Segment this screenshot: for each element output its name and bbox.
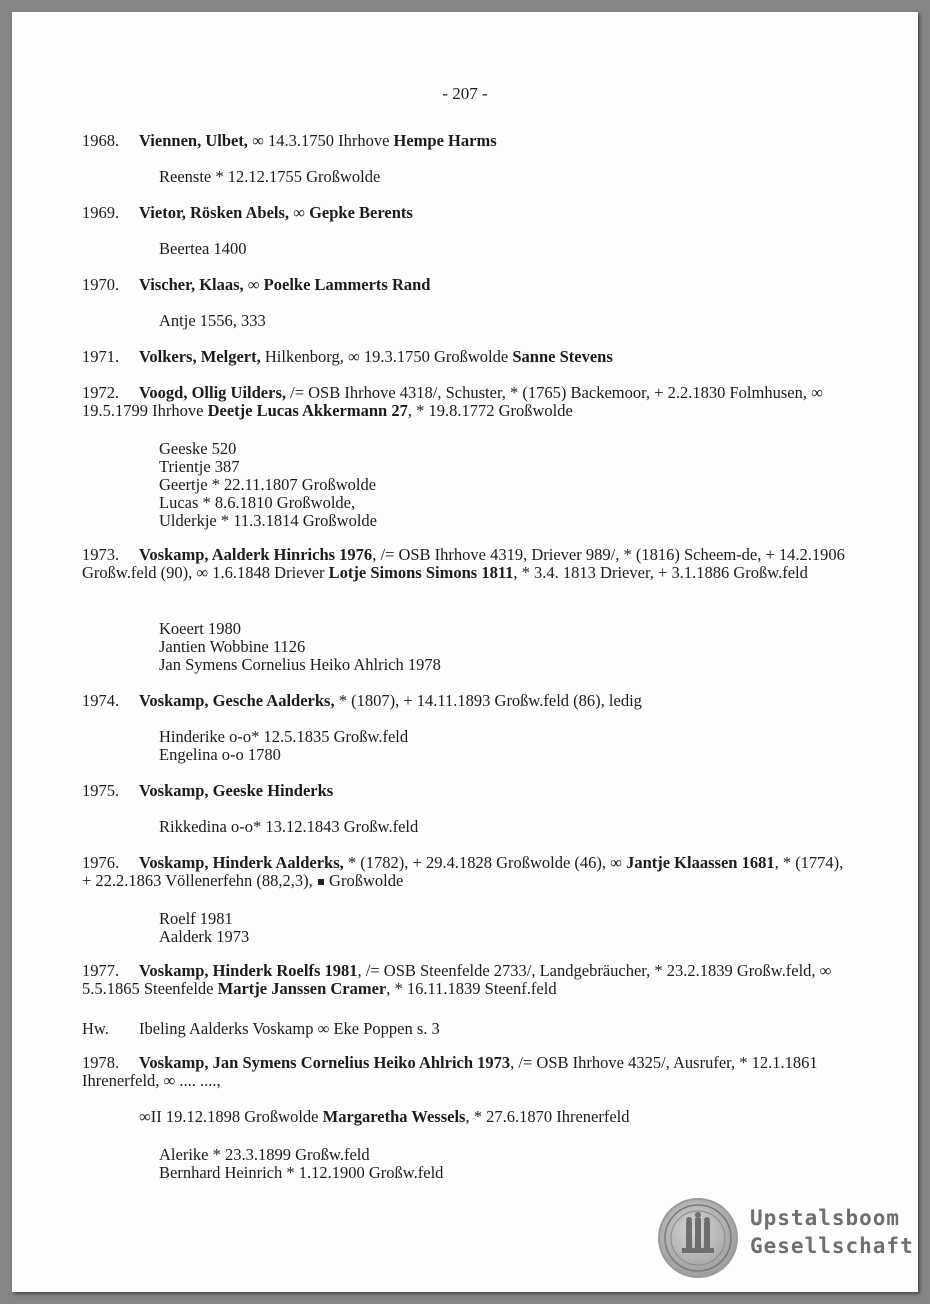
spouse-name: Jantje Klaassen 1681: [626, 853, 775, 872]
entry-1970: [82, 276, 852, 294]
entry-1972: [82, 384, 852, 420]
entry-1973: [82, 546, 852, 582]
burial-square-icon: [318, 879, 324, 885]
entry-1976: [82, 854, 852, 890]
entry-name: Voogd, Ollig Uilders,: [139, 383, 286, 402]
entry-text: , /= OSB Steenfelde 2733/, Landgebräucher, * 23.2.1839 Großw.feld, ∞ 5.5.1865 Steenfelde: [82, 961, 832, 998]
children-1972: [159, 440, 377, 530]
entry-number: 1977.: [82, 961, 120, 980]
entry-number: 1978.: [82, 1053, 120, 1072]
child-line: Ulderkje * 11.3.1814 Großwolde: [159, 511, 377, 530]
child-line: Reenste * 12.12.1755 Großwolde: [159, 167, 381, 186]
entry-text: , /= OSB Ihrhove 4319, Driever 989/, * (1816) Scheem-de, + 14.2.1906 Großw.feld (90), ∞ 1.6.1848 Driever: [82, 545, 845, 582]
entry-number: 1974.: [82, 691, 120, 710]
child-line: Alerike * 23.3.1899 Großw.feld: [159, 1145, 370, 1164]
children-1978: [159, 1146, 443, 1182]
entry-name: Voskamp, Hinderk Roelfs 1981: [139, 961, 358, 980]
child-line: Lucas * 8.6.1810 Großwolde,: [159, 493, 356, 512]
entry-text: , /= OSB Ihrhove 4325/, Ausrufer, * 12.1.1861 Ihrenerfeld, ∞ .... ....,: [82, 1053, 818, 1090]
child-line: Bernhard Heinrich * 1.12.1900 Großw.feld: [159, 1163, 444, 1182]
entry-text: ∞ 14.3.1750 Ihrhove: [247, 131, 394, 150]
spouse-name: Lotje Simons Simons 1811: [328, 563, 514, 582]
entry-number: 1975.: [82, 781, 120, 800]
entry-text: * (1782), + 29.4.1828 Großwolde (46), ∞: [343, 853, 627, 872]
entry-name: Voskamp, Jan Symens Cornelius Heiko Ahlrich 1973: [139, 1053, 511, 1072]
entry-text-tail: , * 16.11.1839 Steenf.feld: [386, 979, 557, 998]
marriage-1978: [139, 1108, 630, 1126]
entry-name: Voskamp, Geeske Hinderks: [139, 781, 334, 800]
spouse-name: Hempe Harms: [393, 131, 497, 150]
child-line: Aalderk 1973: [159, 927, 250, 946]
entry-1971: [82, 348, 852, 366]
entry-1974: [82, 692, 852, 710]
children-1974: [159, 728, 408, 764]
entry-name: Vischer, Klaas,: [139, 275, 244, 294]
entry-number: 1972.: [82, 383, 120, 402]
child-line: Koeert 1980: [159, 619, 242, 638]
children-1968: [159, 168, 380, 186]
child-line: Engelina o-o 1780: [159, 745, 281, 764]
spouse-name: Poelke Lammerts Rand: [263, 275, 431, 294]
entry-1978: [82, 1054, 852, 1090]
entry-number: Hw.: [82, 1019, 109, 1038]
page-frame: [12, 12, 918, 1292]
entry-number: 1968.: [82, 131, 120, 150]
children-1976: [159, 910, 249, 946]
logo-text-line2: Gesellschaft: [750, 1234, 914, 1258]
entry-name: Voskamp, Gesche Aalderks,: [139, 691, 335, 710]
child-line: Jan Symens Cornelius Heiko Ahlrich 1978: [159, 655, 441, 674]
entry-1977: [82, 962, 852, 998]
entry-text: /= OSB Ihrhove 4318/, Schuster, * (1765) Backemoor, + 2.2.1830 Folmhusen, ∞ 19.5.1799 Ihrhove: [82, 383, 823, 420]
entry-number: 1971.: [82, 347, 120, 366]
children-1975: [159, 818, 418, 836]
children-1970: [159, 312, 266, 330]
child-line: Beertea 1400: [159, 239, 247, 258]
entry-text: * (1807), + 14.11.1893 Großw.feld (86), ledig: [334, 691, 642, 710]
entry-name: Volkers, Melgert,: [139, 347, 261, 366]
marriage-text-tail: , * 27.6.1870 Ihrenerfeld: [465, 1107, 630, 1126]
entry-number: 1970.: [82, 275, 120, 294]
entry-text: Hilkenborg, ∞ 19.3.1750 Großwolde: [260, 347, 513, 366]
entry-1968: [82, 132, 852, 150]
spouse-name: Deetje Lucas Akkermann 27: [207, 401, 408, 420]
entry-text-mid: , * (1774), + 22.2.1863 Völlenerfehn (88,2,3),: [82, 853, 844, 890]
child-line: Antje 1556, 333: [159, 311, 266, 330]
child-line: Jantien Wobbine 1126: [159, 637, 306, 656]
entry-text: ∞: [243, 275, 264, 294]
entry-hw: [82, 1020, 852, 1038]
spouse-name: Sanne Stevens: [512, 347, 613, 366]
children-1969: [159, 240, 247, 258]
spouse-name: Martje Janssen Cramer: [217, 979, 387, 998]
entry-text-tail: , * 19.8.1772 Großwolde: [407, 401, 573, 420]
entry-name: Voskamp, Hinderk Aalderks,: [139, 853, 344, 872]
child-line: Roelf 1981: [159, 909, 233, 928]
entry-name: Viennen, Ulbet,: [139, 131, 248, 150]
child-line: Geertje * 22.11.1807 Großwolde: [159, 475, 377, 494]
child-line: Geeske 520: [159, 439, 237, 458]
logo-text-line1: Upstalsboom: [750, 1206, 901, 1230]
document-page: [12, 12, 918, 1292]
children-1973: [159, 620, 441, 674]
entry-text-tail: Großwolde: [324, 871, 404, 890]
marriage-text: ∞II 19.12.1898 Großwolde: [139, 1107, 323, 1126]
entry-number: 1976.: [82, 853, 120, 872]
entry-name: Voskamp, Aalderk Hinrichs 1976: [139, 545, 373, 564]
entry-text: Ibeling Aalderks Voskamp ∞ Eke Poppen s. 3: [139, 1019, 440, 1038]
entry-name: Vietor, Rösken Abels,: [139, 203, 290, 222]
child-line: Rikkedina o-o* 13.12.1843 Großw.feld: [159, 817, 419, 836]
entry-text-tail: , * 3.4. 1813 Driever, + 3.1.1886 Großw.feld: [513, 563, 808, 582]
seal-icon: [658, 1198, 738, 1278]
spouse-name: Gepke Berents: [309, 203, 413, 222]
upstalsboom-logo: [658, 1198, 914, 1278]
entry-number: 1969.: [82, 203, 120, 222]
page-number: - 207 -: [442, 84, 488, 103]
spouse-name: Margaretha Wessels: [322, 1107, 466, 1126]
entry-1975: [82, 782, 852, 800]
entry-1969: [82, 204, 852, 222]
entry-text: ∞: [289, 203, 310, 222]
entry-number: 1973.: [82, 545, 120, 564]
child-line: Hinderike o-o* 12.5.1835 Großw.feld: [159, 727, 409, 746]
child-line: Trientje 387: [159, 457, 240, 476]
